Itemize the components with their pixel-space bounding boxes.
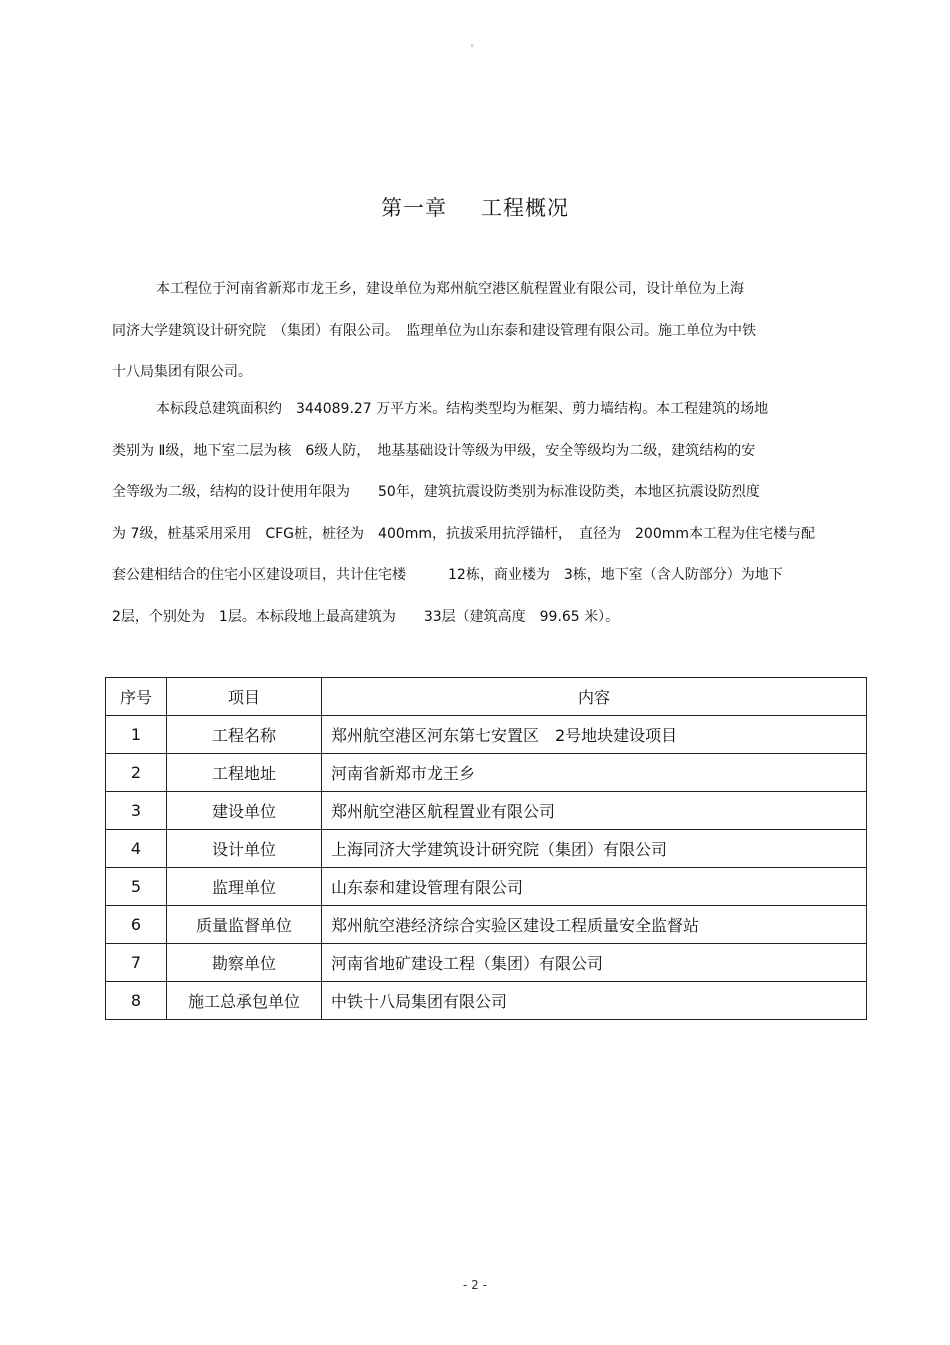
cell-no: 5	[106, 868, 167, 906]
header-mark: 。	[470, 39, 480, 49]
table-row	[106, 716, 867, 754]
paragraph-line: 套公建相结合的住宅小区建设项目，共计住宅楼 12栋，商业楼为 3栋，地下室（含人防部分）为地下	[112, 567, 783, 583]
paragraph-line: 同济大学建筑设计研究院 （集团）有限公司。 监理单位为山东泰和建设管理有限公司。施工单位为中铁	[112, 322, 756, 339]
paragraph-project-location	[112, 269, 852, 394]
cell-item: 建设单位	[167, 792, 322, 830]
cell-no: 3	[106, 792, 167, 830]
cell-item: 施工总承包单位	[167, 982, 322, 1020]
header-cell-no: 序号	[106, 678, 167, 716]
table-row	[106, 868, 867, 906]
cell-item: 工程名称	[167, 716, 322, 754]
cell-item: 设计单位	[167, 830, 322, 868]
cell-content: 河南省地矿建设工程（集团）有限公司	[322, 944, 867, 982]
chapter-name: 工程概况	[481, 196, 569, 220]
paragraph-line: 本工程位于河南省新郑市龙王乡，建设单位为郑州航空港区航程置业有限公司，设计单位为上海	[156, 281, 744, 297]
header-cell-item: 项目	[167, 678, 322, 716]
chapter-title	[0, 192, 950, 222]
cell-content: 河南省新郑市龙王乡	[322, 754, 867, 792]
table-row	[106, 754, 867, 792]
cell-content: 上海同济大学建筑设计研究院（集团）有限公司	[322, 830, 867, 868]
table-row	[106, 830, 867, 868]
paragraph-line: 十八局集团有限公司。	[112, 364, 252, 380]
cell-item: 勘察单位	[167, 944, 322, 982]
cell-content: 郑州航空港经济综合实验区建设工程质量安全监督站	[322, 906, 867, 944]
cell-no: 8	[106, 982, 167, 1020]
paragraph-line: 全等级为二级，结构的设计使用年限为 50年，建筑抗震设防类别为标准设防类，本地区抗震设防烈度	[112, 484, 760, 500]
cell-item: 监理单位	[167, 868, 322, 906]
paragraph-line: 2层，个别处为 1层。本标段地上最高建筑为 33层（建筑高度 99.65 米）。	[112, 608, 620, 625]
table-row	[106, 982, 867, 1020]
cell-item: 工程地址	[167, 754, 322, 792]
cell-no: 6	[106, 906, 167, 944]
chapter-number: 第一章	[381, 196, 447, 220]
cell-no: 4	[106, 830, 167, 868]
table-row	[106, 944, 867, 982]
cell-content: 郑州航空港区航程置业有限公司	[322, 792, 867, 830]
paragraph-line: 类别为 Ⅱ级，地下室二层为核 6级人防， 地基基础设计等级为甲级，安全等级均为二级，建筑结构的安	[112, 442, 756, 459]
table-row	[106, 906, 867, 944]
cell-no: 2	[106, 754, 167, 792]
cell-content: 中铁十八局集团有限公司	[322, 982, 867, 1020]
paragraph-line: 为 7级，桩基采用采用 CFG桩，桩径为 400mm，抗拔采用抗浮锚杆， 直径为 200mm本工程为住宅楼与配	[112, 525, 816, 542]
cell-no: 1	[106, 716, 167, 754]
cell-item: 质量监督单位	[167, 906, 322, 944]
table-row	[106, 792, 867, 830]
table-header-row	[106, 678, 867, 716]
cell-content: 山东泰和建设管理有限公司	[322, 868, 867, 906]
cell-content: 郑州航空港区河东第七安置区 2号地块建设项目	[322, 716, 867, 754]
cell-no: 7	[106, 944, 167, 982]
paragraph-building-info	[112, 389, 852, 638]
page-number: - 2 -	[463, 1278, 487, 1292]
project-overview-table	[105, 677, 867, 1020]
header-cell-content: 内容	[322, 678, 867, 716]
paragraph-line: 本标段总建筑面积约 344089.27 万平方米。结构类型均为框架、剪力墙结构。本工程建筑的场地	[156, 401, 769, 417]
